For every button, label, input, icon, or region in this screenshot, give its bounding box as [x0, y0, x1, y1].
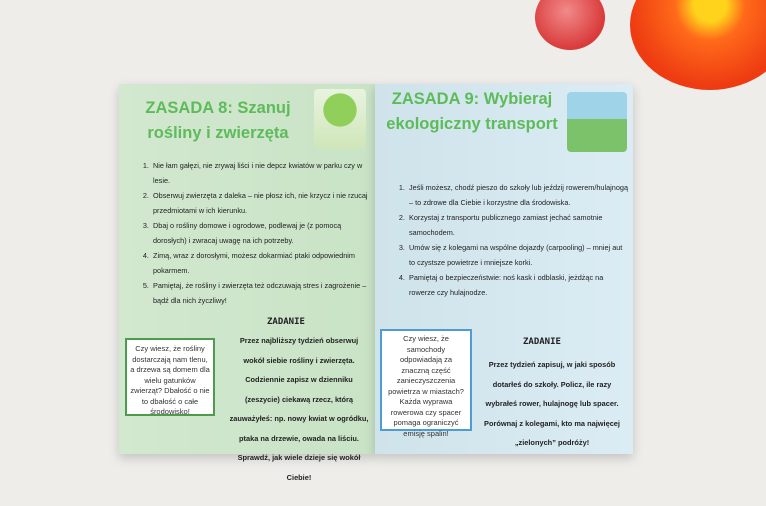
left-fact-box: Czy wiesz, że rośliny dostarczają nam tlenu, a drzewa są domem dla wielu gatunków zwierząt? Dbałość o nie to dbałość o całe środowisko!: [125, 338, 215, 416]
rule-item: 4. Zimą, wraz z dorosłymi, możesz dokarmiać ptaki odpowiednim pokarmem.: [151, 248, 373, 278]
left-page: [119, 84, 375, 482]
children-cycling-illustration: [567, 92, 627, 152]
rule-item: 1. Nie łam gałęzi, nie zrywaj liści i nie depcz kwiatów w parku czy w lesie.: [151, 158, 373, 188]
red-poppy-decoration: [535, 0, 605, 50]
right-task-text: Przez tydzień zapisuj, w jaki sposób dotarłeś do szkoły. Policz, ile razy wybrałeś rower, hulajnogę lub spacer. Porównaj z kolegami, kto ma najwięcej „zielonych” podróży!: [484, 360, 620, 447]
rule-item: 3. Dbaj o rośliny domowe i ogrodowe, podlewaj je (z pomocą dorosłych) i zwracaj uwagę na ich potrzeby.: [151, 218, 373, 248]
rule-item: 4. Pamiętaj o bezpieczeństwie: noś kask i odblaski, jeżdżąc na rowerze czy hulajnodze.: [407, 270, 629, 300]
right-page: [375, 84, 633, 454]
rule-item: 5. Pamiętaj, że rośliny i zwierzęta też odczuwają stres i zagrożenie – bądź dla nich życzliwy!: [151, 278, 373, 308]
right-fact-box: Czy wiesz, że samochody odpowiadają za znaczną część zanieczyszczenia powietrza w miastach? Każda wyprawa rowerowa czy spacer pomaga ograniczyć emisję spalin!: [380, 329, 472, 431]
right-task-heading: ZADANIE: [523, 337, 561, 347]
right-page-title: ZASADA 9: Wybieraj ekologiczny transport: [386, 90, 558, 133]
tree-illustration: [314, 89, 366, 149]
left-task-text: Przez najbliższy tydzień obserwuj wokół siebie rośliny i zwierzęta. Codziennie zapisz w dzienniku (zeszycie) ciekawą rzecz, którą zauważyłeś: np. nowy kwiat w ogródku, ptaka na drzewie, owada na liściu. Sprawdź, jak wiele dzieje się wokół Ciebie!: [229, 336, 369, 482]
left-rules-list: [139, 158, 373, 308]
right-rules-list: [395, 180, 629, 300]
rule-item: 3. Umów się z kolegami na wspólne dojazdy (carpooling) – mniej aut to czystsze powietrze i mniejsze korki.: [407, 240, 629, 270]
orange-flower-decoration: [630, 0, 766, 90]
rule-item: 1. Jeśli możesz, chodź pieszo do szkoły lub jeździj rowerem/hulajnogą – to zdrowe dla Ciebie i korzystne dla środowiska.: [407, 180, 629, 210]
rule-item: 2. Obserwuj zwierzęta z daleka – nie płosz ich, nie krzycz i nie rzucaj przedmiotami w ich kierunku.: [151, 188, 373, 218]
rule-item: 2. Korzystaj z transportu publicznego zamiast jechać samotnie samochodem.: [407, 210, 629, 240]
left-page-title: ZASADA 8: Szanuj rośliny i zwierzęta: [145, 99, 291, 142]
left-task-heading: ZADANIE: [267, 317, 305, 327]
